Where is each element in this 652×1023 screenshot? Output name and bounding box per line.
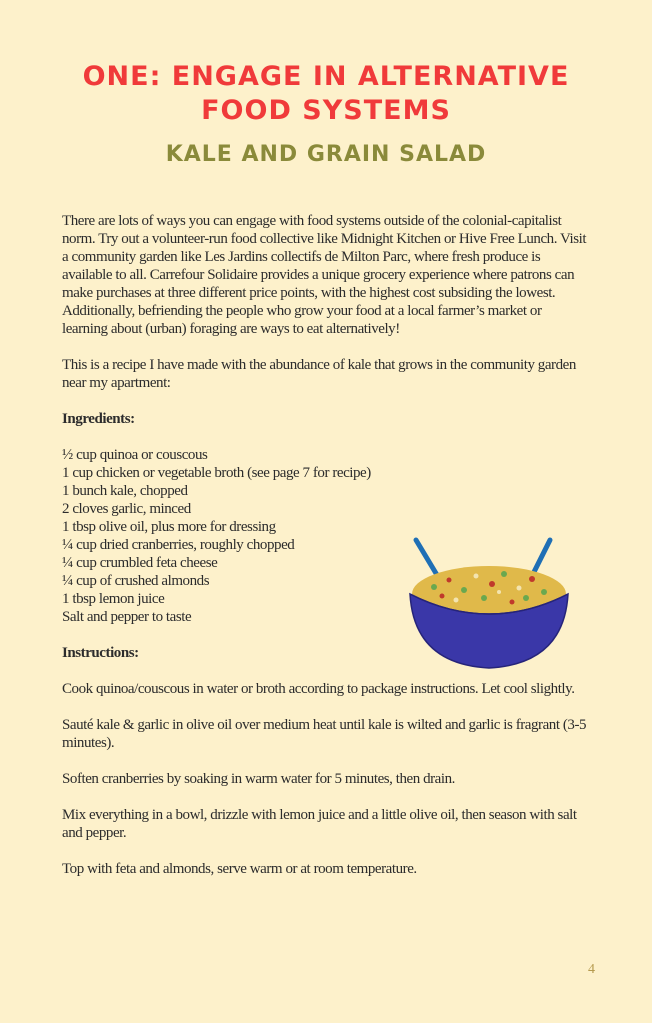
page-number: 4 (588, 962, 595, 977)
ingredient-item: 2 cloves garlic, minced (62, 501, 191, 517)
ingredient-item: 1 tbsp lemon juice (62, 591, 165, 607)
ingredient-item: 1 cup chicken or vegetable broth (see page 7 for recipe) (62, 465, 371, 481)
instruction-step: Soften cranberries by soaking in warm water for 5 minutes, then drain. (62, 771, 455, 787)
ingredient-item: Salt and pepper to taste (62, 609, 192, 625)
ingredients-heading: Ingredients: (62, 411, 135, 427)
recipe-title: KALE AND GRAIN SALAD (165, 142, 487, 167)
ingredient-item: 1 tbsp olive oil, plus more for dressing (62, 519, 276, 535)
instruction-step: Mix everything in a bowl, drizzle with lemon juice and a little olive oil, then season with salt and pepper. (62, 807, 577, 841)
salad-bowl-illustration (404, 532, 574, 674)
ingredient-item: 1 bunch kale, chopped (62, 483, 188, 499)
ingredient-item: ¼ cup dried cranberries, roughly chopped (62, 537, 295, 553)
intro-paragraph: There are lots of ways you can engage with food systems outside of the colonial-capitalist norm. Try out a volunteer-run food collective like Midnight Kitchen or Hive Free Lunch. Visit a community garden like Les Jardins collectifs de Milton Parc, where fresh produce is available to all. Carrefour Solidaire provides a unique grocery experience where patrons can make purchases at three different price points, with the highest cost subsiding the lowest. Additionally, befriending the people who grow your food at a local farmer’s market or learning about (urban) foraging are ways to eat alternatively! (62, 213, 587, 337)
intro-paragraph: This is a recipe I have made with the abundance of kale that grows in the community garden near my apartment: (62, 357, 576, 391)
instructions-heading: Instructions: (62, 645, 139, 661)
ingredient-item: ¼ cup crumbled feta cheese (62, 555, 218, 571)
instruction-step: Cook quinoa/couscous in water or broth according to package instructions. Let cool slightly. (62, 681, 575, 697)
title-line-1: ONE: ENGAGE IN ALTERNATIVE (82, 61, 570, 92)
page-title (0, 60, 652, 128)
instruction-step: Top with feta and almonds, serve warm or at room temperature. (62, 861, 417, 877)
instruction-step: Sauté kale & garlic in olive oil over medium heat until kale is wilted and garlic is fragrant (3-5 minutes). (62, 717, 587, 751)
title-line-2: FOOD SYSTEMS (201, 95, 451, 126)
ingredient-item: ½ cup quinoa or couscous (62, 447, 208, 463)
ingredient-item: ¼ cup of crushed almonds (62, 573, 210, 589)
